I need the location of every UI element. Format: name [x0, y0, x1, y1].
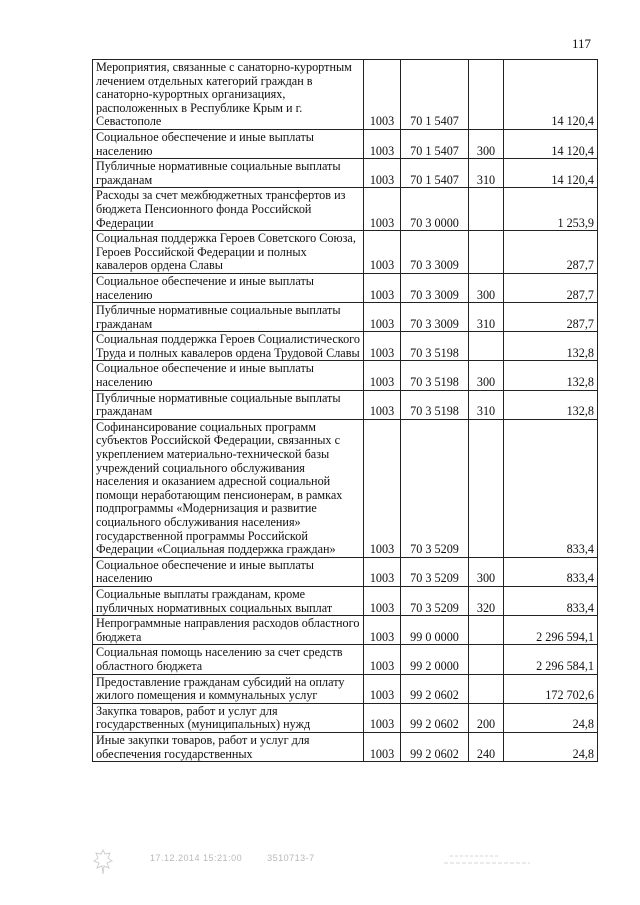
row-name-cell: Социальное обеспечение и иные выплаты населению — [93, 273, 364, 302]
row-name-cell: Социальное обеспечение и иные выплаты населению — [93, 129, 364, 158]
row-name-cell: Социальная поддержка Героев Советского Союза, Героев Российской Федерации и полных кавалеров ордена Славы — [93, 231, 364, 274]
table-row — [93, 390, 598, 419]
row-sum-cell: 172 702,6 — [504, 674, 598, 703]
row-expense-type-cell — [469, 419, 504, 557]
row-section-cell: 1003 — [364, 361, 401, 390]
table-row — [93, 674, 598, 703]
row-name-cell: Расходы за счет межбюджетных трансфертов из бюджета Пенсионного фонда Российской Федерации — [93, 188, 364, 231]
row-article-cell: 70 3 3009 — [401, 303, 469, 332]
row-expense-type-cell: 240 — [469, 732, 504, 761]
row-section-cell: 1003 — [364, 557, 401, 586]
row-name-cell: Публичные нормативные социальные выплаты гражданам — [93, 390, 364, 419]
row-sum-cell: 14 120,4 — [504, 159, 598, 188]
footer-date: 17.12.2014 15:21:00 — [150, 853, 243, 863]
row-article-cell: 70 3 5198 — [401, 361, 469, 390]
row-article-cell: 70 3 5209 — [401, 586, 469, 615]
row-article-cell: 99 0 0000 — [401, 616, 469, 645]
row-name-cell: Социальная помощь населению за счет средств областного бюджета — [93, 645, 364, 674]
row-sum-cell: 2 296 594,1 — [504, 616, 598, 645]
row-section-cell: 1003 — [364, 586, 401, 615]
row-sum-cell: 833,4 — [504, 557, 598, 586]
row-expense-type-cell — [469, 645, 504, 674]
table-row — [93, 231, 598, 274]
row-sum-cell: 132,8 — [504, 390, 598, 419]
row-article-cell: 70 1 5407 — [401, 159, 469, 188]
row-expense-type-cell — [469, 60, 504, 130]
row-section-cell: 1003 — [364, 616, 401, 645]
footer-code: 3510713-7 — [267, 853, 315, 863]
row-sum-cell: 132,8 — [504, 361, 598, 390]
row-section-cell: 1003 — [364, 645, 401, 674]
row-name-cell: Непрограммные направления расходов областного бюджета — [93, 616, 364, 645]
row-article-cell: 70 3 3009 — [401, 273, 469, 302]
row-expense-type-cell — [469, 188, 504, 231]
row-name-cell: Предоставление гражданам субсидий на оплату жилого помещения и коммунальных услуг — [93, 674, 364, 703]
row-section-cell: 1003 — [364, 390, 401, 419]
row-section-cell: 1003 — [364, 188, 401, 231]
row-section-cell: 1003 — [364, 419, 401, 557]
row-expense-type-cell: 310 — [469, 159, 504, 188]
row-expense-type-cell — [469, 616, 504, 645]
row-article-cell: 70 1 5407 — [401, 60, 469, 130]
table-row — [93, 188, 598, 231]
row-name-cell: Социальное обеспечение и иные выплаты населению — [93, 557, 364, 586]
row-section-cell: 1003 — [364, 159, 401, 188]
row-sum-cell: 287,7 — [504, 231, 598, 274]
row-expense-type-cell — [469, 674, 504, 703]
row-section-cell: 1003 — [364, 273, 401, 302]
row-expense-type-cell: 320 — [469, 586, 504, 615]
row-expense-type-cell: 310 — [469, 390, 504, 419]
row-article-cell: 70 3 5198 — [401, 390, 469, 419]
row-sum-cell: 833,4 — [504, 419, 598, 557]
row-section-cell: 1003 — [364, 674, 401, 703]
row-expense-type-cell — [469, 332, 504, 361]
row-name-cell: Социальная поддержка Героев Социалистического Труда и полных кавалеров ордена Трудовой Славы — [93, 332, 364, 361]
row-article-cell: 99 2 0602 — [401, 674, 469, 703]
row-section-cell: 1003 — [364, 732, 401, 761]
table-row — [93, 159, 598, 188]
table-row — [93, 586, 598, 615]
table-row — [93, 557, 598, 586]
row-article-cell: 99 2 0602 — [401, 732, 469, 761]
row-sum-cell: 287,7 — [504, 303, 598, 332]
row-expense-type-cell: 300 — [469, 361, 504, 390]
table-row — [93, 60, 598, 130]
footer-stamp-text — [150, 853, 337, 863]
row-name-cell: Иные закупки товаров, работ и услуг для обеспечения государственных — [93, 732, 364, 761]
row-sum-cell: 14 120,4 — [504, 129, 598, 158]
row-expense-type-cell: 310 — [469, 303, 504, 332]
row-article-cell: 70 3 0000 — [401, 188, 469, 231]
row-name-cell: Закупка товаров, работ и услуг для государственных (муниципальных) нужд — [93, 703, 364, 732]
row-article-cell: 99 2 0000 — [401, 645, 469, 674]
row-sum-cell: 2 296 584,1 — [504, 645, 598, 674]
row-expense-type-cell: 300 — [469, 129, 504, 158]
row-article-cell: 70 3 5198 — [401, 332, 469, 361]
row-expense-type-cell — [469, 231, 504, 274]
row-expense-type-cell: 200 — [469, 703, 504, 732]
table-row — [93, 703, 598, 732]
table-row — [93, 732, 598, 761]
row-section-cell: 1003 — [364, 129, 401, 158]
row-sum-cell: 14 120,4 — [504, 60, 598, 130]
table-row — [93, 616, 598, 645]
table-row — [93, 273, 598, 302]
row-article-cell: 70 3 5209 — [401, 419, 469, 557]
table-row — [93, 129, 598, 158]
row-section-cell: 1003 — [364, 332, 401, 361]
row-name-cell: Публичные нормативные социальные выплаты гражданам — [93, 303, 364, 332]
emblem-watermark-icon — [92, 848, 114, 876]
row-article-cell: 99 2 0602 — [401, 703, 469, 732]
row-name-cell: Социальные выплаты гражданам, кроме публичных нормативных социальных выплат — [93, 586, 364, 615]
row-section-cell: 1003 — [364, 231, 401, 274]
budget-table — [92, 59, 598, 762]
row-name-cell: Софинансирование социальных программ субъектов Российской Федерации, связанных с укреплением материально-технической базы учреждений социального обслуживания населения и оказанием адресной социальной помощи неработающим пенсионерам, в рамках подпрограммы «Модернизация и развитие социального обслуживания населения» государственной программы Российской Федерации «Социальная поддержка граждан» — [93, 419, 364, 557]
table-row — [93, 361, 598, 390]
row-sum-cell: 1 253,9 — [504, 188, 598, 231]
row-article-cell: 70 1 5407 — [401, 129, 469, 158]
row-sum-cell: 24,8 — [504, 703, 598, 732]
row-sum-cell: 287,7 — [504, 273, 598, 302]
table-row — [93, 332, 598, 361]
row-sum-cell: 132,8 — [504, 332, 598, 361]
row-expense-type-cell: 300 — [469, 557, 504, 586]
page-number: 117 — [572, 36, 592, 51]
row-section-cell: 1003 — [364, 303, 401, 332]
row-article-cell: 70 3 5209 — [401, 557, 469, 586]
row-name-cell: Мероприятия, связанные с санаторно-курортным лечением отдельных категорий граждан в санаторно-курортных организациях, расположенных в Республике Крым и г. Севастополе — [93, 60, 364, 130]
table-row — [93, 419, 598, 557]
row-name-cell: Социальное обеспечение и иные выплаты населению — [93, 361, 364, 390]
row-sum-cell: 833,4 — [504, 586, 598, 615]
row-section-cell: 1003 — [364, 703, 401, 732]
table-row — [93, 645, 598, 674]
registration-stamp-icon — [442, 850, 532, 868]
row-name-cell: Публичные нормативные социальные выплаты гражданам — [93, 159, 364, 188]
row-section-cell: 1003 — [364, 60, 401, 130]
row-sum-cell: 24,8 — [504, 732, 598, 761]
row-expense-type-cell: 300 — [469, 273, 504, 302]
table-row — [93, 303, 598, 332]
budget-table-body — [93, 60, 598, 762]
row-article-cell: 70 3 3009 — [401, 231, 469, 274]
